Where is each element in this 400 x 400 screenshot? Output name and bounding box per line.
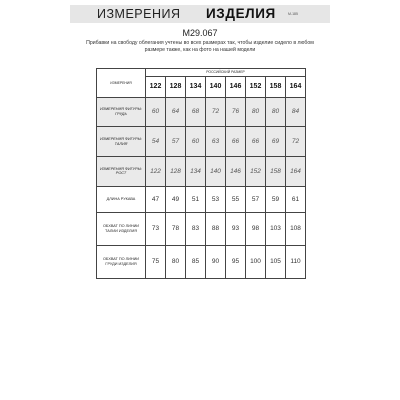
size-chart-page xyxy=(70,0,330,400)
table-cell: 47 xyxy=(146,186,166,212)
size-header-122: 122 xyxy=(146,76,166,97)
table-cell: 128 xyxy=(166,156,186,186)
table-cell: 146 xyxy=(226,156,246,186)
table-cell: 105 xyxy=(266,245,286,278)
table-cell: 84 xyxy=(286,97,306,127)
row-label: ИЗМЕРЕНИЯ ФИГУРЫ: ГРУДЬ xyxy=(97,97,146,127)
size-header-158: 158 xyxy=(266,76,286,97)
table-row xyxy=(97,186,306,212)
header-title-measurements: ИЗМЕРЕНИЯ xyxy=(97,7,181,21)
row-label: ОБХВАТ ПО ЛИНИИ ТАЛИИ ИЗДЕЛИЯ xyxy=(97,212,146,245)
table-cell: 88 xyxy=(206,212,226,245)
row-label: ОБХВАТ ПО ЛИНИИ ГРУДИ ИЗДЕЛИЯ xyxy=(97,245,146,278)
table-cell: 76 xyxy=(226,97,246,127)
fit-note xyxy=(70,40,330,53)
size-table xyxy=(96,68,306,279)
table-row xyxy=(97,156,306,186)
table-cell: 61 xyxy=(286,186,306,212)
table-cell: 93 xyxy=(226,212,246,245)
table-cell: 51 xyxy=(186,186,206,212)
table-cell: 108 xyxy=(286,212,306,245)
table-cell: 73 xyxy=(146,212,166,245)
table-cell: 83 xyxy=(186,212,206,245)
table-cell: 64 xyxy=(166,97,186,127)
row-label: ИЗМЕРЕНИЯ ФИГУРЫ: РОСТ xyxy=(97,156,146,186)
fit-note-line2: размере также, как на фото на нашей модели xyxy=(144,46,256,53)
size-header-164: 164 xyxy=(286,76,306,97)
table-cell: 98 xyxy=(246,212,266,245)
table-cell: 57 xyxy=(166,127,186,157)
table-cell: 140 xyxy=(206,156,226,186)
table-cell: 80 xyxy=(266,97,286,127)
table-super-header: РОССИЙСКИЙ РАЗМЕР xyxy=(146,69,306,77)
size-header-146: 146 xyxy=(226,76,246,97)
table-row xyxy=(97,97,306,127)
size-header-152: 152 xyxy=(246,76,266,97)
size-header-134: 134 xyxy=(186,76,206,97)
table-cell: 57 xyxy=(246,186,266,212)
table-cell: 49 xyxy=(166,186,186,212)
table-cell: 60 xyxy=(146,97,166,127)
table-cell: 59 xyxy=(266,186,286,212)
fit-note-line1: Прибавки на свободу облегания учтены во всех размерах так, чтобы изделие сидело в любом xyxy=(86,40,314,46)
table-cell: 122 xyxy=(146,156,166,186)
table-cell: 68 xyxy=(186,97,206,127)
table-cell: 85 xyxy=(186,245,206,278)
model-number: M29.067 xyxy=(182,28,218,38)
table-cell: 110 xyxy=(286,245,306,278)
table-cell: 95 xyxy=(226,245,246,278)
table-row xyxy=(97,127,306,157)
header-title-product: ИЗДЕЛИЯ xyxy=(206,6,276,21)
table-cell: 69 xyxy=(266,127,286,157)
table-row xyxy=(97,212,306,245)
table-cell: 134 xyxy=(186,156,206,186)
table-cell: 53 xyxy=(206,186,226,212)
header-small-tag: М-185 xyxy=(288,12,298,16)
size-header-140: 140 xyxy=(206,76,226,97)
table-row xyxy=(97,245,306,278)
table-cell: 90 xyxy=(206,245,226,278)
table-cell: 75 xyxy=(146,245,166,278)
table-cell: 72 xyxy=(286,127,306,157)
table-cell: 103 xyxy=(266,212,286,245)
table-cell: 152 xyxy=(246,156,266,186)
table-cell: 54 xyxy=(146,127,166,157)
table-corner-label: ИЗМЕРЕНИЯ xyxy=(97,69,146,98)
size-header-128: 128 xyxy=(166,76,186,97)
table-cell: 80 xyxy=(166,245,186,278)
row-label: ДЛИНА РУКАВА xyxy=(97,186,146,212)
table-cell: 158 xyxy=(266,156,286,186)
table-cell: 78 xyxy=(166,212,186,245)
table-cell: 80 xyxy=(246,97,266,127)
row-label: ИЗМЕРЕНИЯ ФИГУРЫ: ТАЛИЯ xyxy=(97,127,146,157)
table-cell: 66 xyxy=(226,127,246,157)
header-bar xyxy=(70,5,330,23)
table-cell: 60 xyxy=(186,127,206,157)
table-cell: 63 xyxy=(206,127,226,157)
table-cell: 100 xyxy=(246,245,266,278)
table-cell: 55 xyxy=(226,186,246,212)
table-cell: 164 xyxy=(286,156,306,186)
table-cell: 72 xyxy=(206,97,226,127)
table-cell: 66 xyxy=(246,127,266,157)
